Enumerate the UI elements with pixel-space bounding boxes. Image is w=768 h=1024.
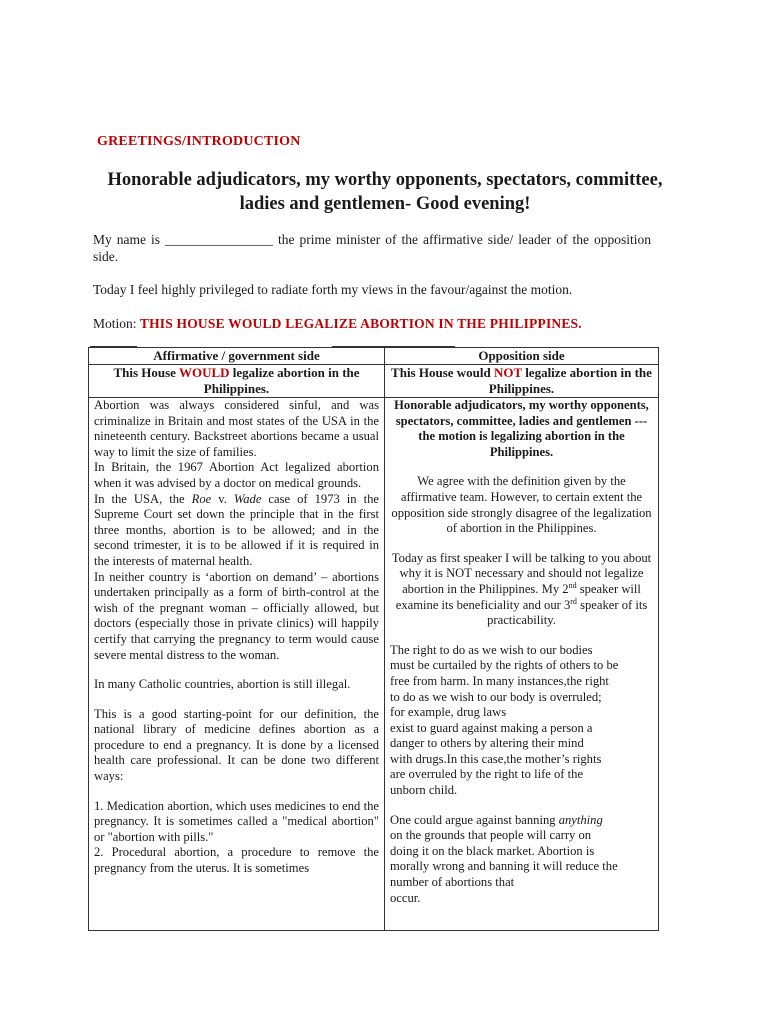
- motion-text: THIS HOUSE WOULD LEGALIZE ABORTION IN THE PHILIPPINES.: [139, 316, 582, 331]
- opposition-emphasis: NOT: [494, 365, 522, 380]
- table-subheader-row: [89, 365, 659, 398]
- motion-label: Motion:: [93, 316, 140, 331]
- opposition-paragraph: Today as first speaker I will be talking to you about why it is NOT necessary and should not legalize abortion in the Philippines. My 2nd speaker will examine its beneficiality and our 3rd speaker of its practicability.: [391, 550, 652, 628]
- affirmative-paragraph: In Britain, the 1967 Abortion Act legalized abortion when it was advised by a doctor on medical grounds.: [94, 460, 379, 490]
- opposition-subheader: This House would NOT legalize abortion in the Philippines.: [385, 365, 659, 398]
- intro-name-paragraph: My name is ________________ the prime minister of the affirmative side/ leader of the opposition side.: [93, 232, 651, 264]
- affirmative-paragraph: Abortion was always considered sinful, and was criminalize in Britain and most states of the USA in the nineteenth century. Backstreet abortions became a usual way to limit the size of families.: [94, 398, 379, 459]
- opposition-paragraph: Honorable adjudicators, my worthy opponents, spectators, committee, ladies and gentlemen --- the motion is legalizing abortion in the Philippines.: [394, 398, 649, 459]
- affirmative-paragraph: In many Catholic countries, abortion is still illegal.: [94, 677, 351, 692]
- greeting-heading: Honorable adjudicators, my worthy opponents, spectators, committee, ladies and gentlemen- Good evening!: [107, 170, 663, 214]
- opposition-paragraph: We agree with the definition given by the affirmative team. However, to certain extent the opposition side strongly disagree of the legalization of abortion in the Philippines.: [391, 474, 652, 536]
- table-content-row: [89, 398, 659, 931]
- debate-table: [88, 347, 659, 931]
- intro-privilege-paragraph: Today I feel highly privileged to radiate forth my views in the favour/against the motion.: [93, 282, 573, 297]
- opposition-header: Opposition side: [385, 348, 659, 365]
- affirmative-paragraph: 2. Procedural abortion, a procedure to remove the pregnancy from the uterus. It is sometimes: [94, 845, 379, 876]
- affirmative-subheader: This House WOULD legalize abortion in the Philippines.: [89, 365, 385, 398]
- affirmative-header: Affirmative / government side: [89, 348, 385, 365]
- affirmative-column: [89, 398, 385, 931]
- opposition-paragraph: One could argue against banning anything on the grounds that people will carry on doing it on the black market. Abortion is morally wrong and banning it will reduce the number of abortions that occur.: [390, 812, 618, 905]
- affirmative-emphasis: WOULD: [178, 365, 230, 380]
- section-heading: GREETINGS/INTRODUCTION: [97, 134, 301, 149]
- affirmative-paragraph: This is a good starting-point for our definition, the national library of medicine defines abortion as a procedure to end a pregnancy. It is done by a licensed health care professional. It can be done two different ways:: [94, 706, 379, 784]
- motion-paragraph: [93, 315, 651, 332]
- opposition-column: [385, 398, 659, 931]
- opposition-paragraph: The right to do as we wish to our bodies must be curtailed by the rights of others to be free from harm. In many instances,the right to do as we wish to our body is overruled; for example, drug laws exist to guard against making a person a danger to others by altering their mind with drugs.In this case,the mother’s rights are overruled by the right to life of the unborn child.: [390, 642, 619, 798]
- table-header-row: [89, 348, 659, 365]
- affirmative-paragraph: In neither country is ‘abortion on demand’ – abortions undertaken principally as a form of birth-control at the wish of the pregnant woman – officially allowed, but doctors (especially those in private clinics) will happily certify that carrying the pregnancy to term would cause severe mental distress to the woman.: [94, 569, 379, 662]
- affirmative-paragraph: 1. Medication abortion, which uses medicines to end the pregnancy. It is sometimes called a "medical abortion" or "abortion with pills.": [94, 798, 379, 844]
- affirmative-paragraph: In the USA, the Roe v. Wade case of 1973 in the Supreme Court set down the principle that in the first three months, abortion is to be allowed; and in the second trimester, it is to be allowed if it is required in the interests of maternal health.: [94, 491, 379, 568]
